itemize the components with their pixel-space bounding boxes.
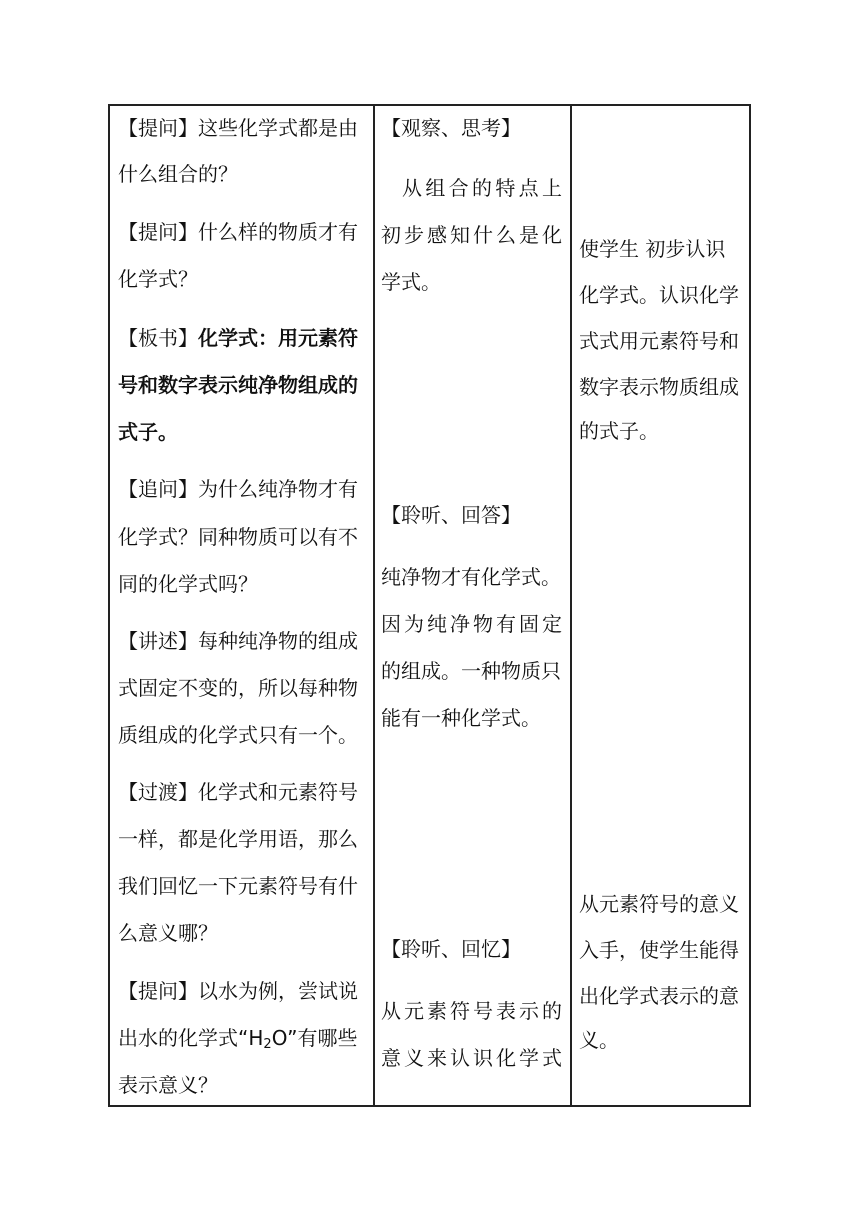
observe-line-1: 从组合的特点上: [402, 176, 562, 200]
intent-2-line-3: 出化学式表示的意: [579, 984, 739, 1008]
column-divider-2: [570, 106, 572, 1105]
follow-up-line-1: 【追问】为什么纯净物才有: [118, 477, 358, 501]
follow-up-line-3: 同的化学式吗？: [118, 572, 258, 596]
listen-answer-line-1: 纯净物才有化学式。: [381, 565, 561, 589]
listen-recall-line-1: 从元素符号表示的: [381, 999, 562, 1023]
question-3-line-3: 表示意义？: [118, 1073, 218, 1097]
design-intent-column: [579, 106, 749, 1105]
observe-line-2: 初步感知什么是化: [381, 223, 562, 247]
explain-line-2: 式固定不变的，所以每种物: [118, 676, 358, 700]
observe-heading: 【观察、思考】: [381, 116, 521, 140]
intent-1-line-3: 式式用元素符号和: [579, 329, 739, 353]
intent-1-line-1: 使学生 初步认识: [579, 237, 726, 261]
board-line-3: 式子。: [118, 420, 178, 444]
explain-line-1: 【讲述】每种纯净物的组成: [118, 629, 358, 653]
listen-answer-line-3: 的组成。一种物质只: [381, 659, 561, 683]
intent-2-line-1: 从元素符号的意义: [579, 892, 739, 916]
listen-recall-line-2: 意义来认识化学式: [381, 1046, 562, 1070]
intent-1-line-2: 化学式。认识化学: [579, 283, 739, 307]
intent-1-line-4: 数字表示物质组成: [579, 375, 739, 399]
intent-1-line-5: 的式子。: [579, 419, 659, 443]
column-divider-1: [373, 106, 375, 1105]
lesson-table: [108, 104, 751, 1107]
listen-recall-heading: 【聆听、回忆】: [381, 937, 521, 961]
board-line-1: 【板书】化学式：用元素符: [118, 326, 358, 350]
question-2-line-2: 化学式？: [118, 267, 198, 291]
teacher-activity-column: [118, 106, 368, 1105]
observe-line-3: 学式。: [381, 270, 441, 294]
listen-answer-line-4: 能有一种化学式。: [381, 706, 541, 730]
follow-up-line-2: 化学式？同种物质可以有不: [118, 525, 358, 549]
question-3-line-2: 出水的化学式“$H_2O$”有哪些: [118, 1026, 358, 1052]
question-3-line-1: 【提问】以水为例，尝试说: [118, 979, 358, 1003]
transition-line-4: 么意义哪？: [118, 921, 218, 945]
explain-line-3: 质组成的化学式只有一个。: [118, 723, 358, 747]
student-activity-column: [381, 106, 565, 1105]
question-1-line-2: 什么组合的？: [118, 162, 238, 186]
question-2-line-1: 【提问】什么样的物质才有: [118, 220, 358, 244]
listen-answer-heading: 【聆听、回答】: [381, 503, 521, 527]
transition-line-1: 【过渡】化学式和元素符号: [118, 780, 358, 804]
question-1-line-1: 【提问】这些化学式都是由: [118, 116, 358, 140]
board-line-2: 号和数字表示纯净物组成的: [118, 373, 358, 397]
intent-2-line-2: 入手，使学生能得: [579, 938, 739, 962]
intent-2-line-4: 义。: [579, 1028, 619, 1052]
listen-answer-line-2: 因为纯净物有固定: [381, 612, 562, 636]
transition-line-3: 我们回忆一下元素符号有什: [118, 874, 358, 898]
transition-line-2: 一样，都是化学用语，那么: [118, 827, 358, 851]
